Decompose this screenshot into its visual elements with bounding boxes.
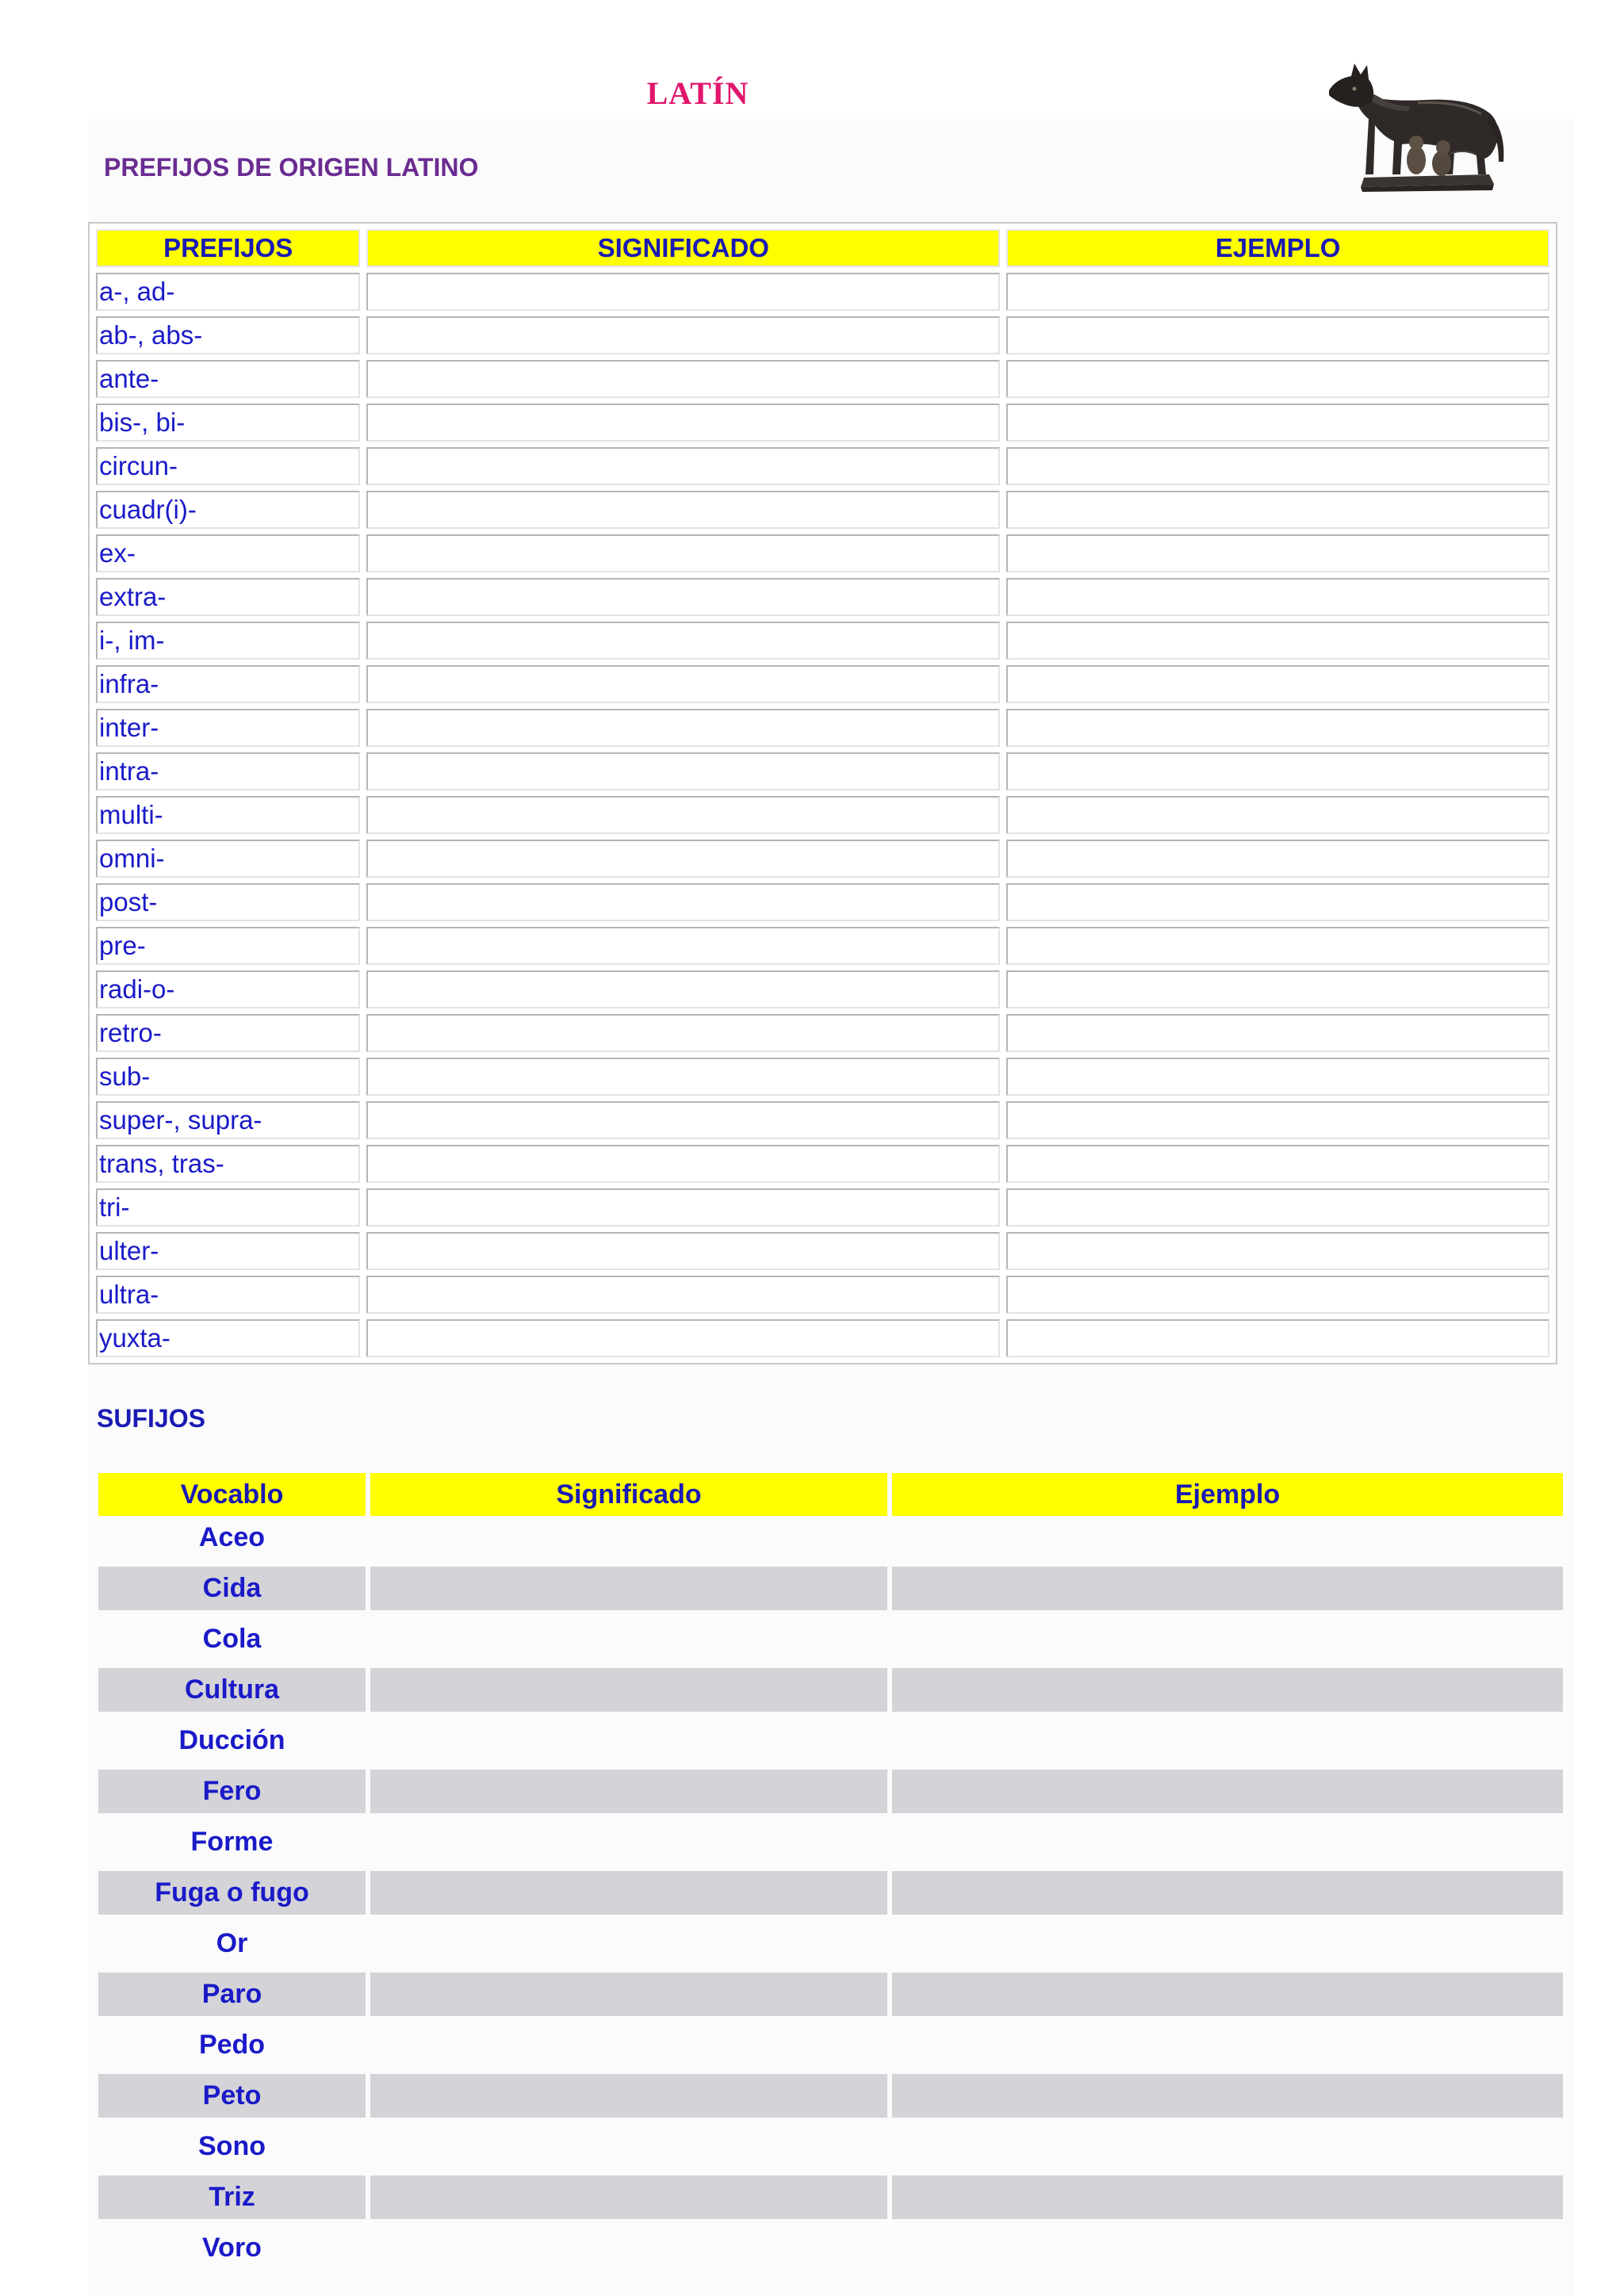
table-row (98, 1719, 1563, 1762)
suffix-meaning-cell[interactable] (370, 2023, 887, 2067)
table-row (98, 2125, 1563, 2168)
prefix-cell: trans, tras- (96, 1145, 360, 1183)
spacer-cell (98, 1610, 366, 1617)
spacer-cell (892, 1762, 1563, 1770)
example-cell[interactable] (1006, 1101, 1549, 1139)
suffix-meaning-cell[interactable] (370, 1567, 887, 1610)
table-row (96, 1101, 1549, 1139)
suffix-example-cell[interactable] (892, 2074, 1563, 2118)
meaning-cell[interactable] (366, 840, 1000, 878)
suffix-example-cell[interactable] (892, 1973, 1563, 2016)
row-spacer (98, 1965, 1563, 1973)
prefix-cell: extra- (96, 578, 360, 616)
suffix-meaning-cell[interactable] (370, 1668, 887, 1712)
meaning-cell[interactable] (366, 709, 1000, 747)
spacer-cell (98, 2168, 366, 2175)
row-spacer (98, 1712, 1563, 1719)
page-title: LATÍN (646, 75, 749, 111)
column-header-prefijos: PREFIJOS (96, 229, 360, 267)
meaning-cell[interactable] (366, 1188, 1000, 1226)
section-title-prefixes: PREFIJOS DE ORIGEN LATINO (104, 153, 479, 182)
table-row (96, 1145, 1549, 1183)
prefix-cell: ultra- (96, 1276, 360, 1314)
meaning-cell[interactable] (366, 273, 1000, 311)
spacer-cell (892, 1661, 1563, 1668)
suffix-meaning-cell[interactable] (370, 1871, 887, 1915)
meaning-cell[interactable] (366, 1319, 1000, 1357)
table-row (98, 2175, 1563, 2219)
prefix-cell: intra- (96, 752, 360, 790)
row-spacer (98, 2219, 1563, 2226)
spacer-cell (98, 1965, 366, 1973)
table-row (96, 665, 1549, 703)
example-cell[interactable] (1006, 273, 1549, 311)
spacer-cell (370, 1661, 887, 1668)
example-cell[interactable] (1006, 1058, 1549, 1096)
spacer-cell (370, 1813, 887, 1820)
table-row (96, 709, 1549, 747)
example-cell[interactable] (1006, 360, 1549, 398)
suffix-cell: Or (216, 1928, 248, 1958)
table-row (96, 1058, 1549, 1096)
prefix-cell: ab-, abs- (96, 316, 360, 354)
example-cell[interactable] (1006, 927, 1549, 965)
prefix-cell: ulter- (96, 1232, 360, 1270)
suffix-example-cell[interactable] (892, 1770, 1563, 1813)
prefix-cell: super-, supra- (96, 1101, 360, 1139)
suffix-meaning-cell[interactable] (370, 1516, 887, 1559)
suffixes-header-row (98, 1473, 1563, 1516)
prefix-cell: cuadr(i)- (96, 491, 360, 529)
suffix-meaning-cell[interactable] (370, 2125, 887, 2168)
spacer-cell (98, 2067, 366, 2074)
spacer-cell (370, 1610, 887, 1617)
row-spacer (98, 1762, 1563, 1770)
table-row (96, 534, 1549, 572)
suffix-meaning-cell[interactable] (370, 1719, 887, 1762)
row-spacer (98, 1864, 1563, 1871)
suffix-meaning-cell[interactable] (370, 2226, 887, 2270)
prefix-cell: circun- (96, 447, 360, 485)
row-spacer (98, 1661, 1563, 1668)
meaning-cell[interactable] (366, 316, 1000, 354)
example-cell[interactable] (1006, 534, 1549, 572)
suffix-example-cell[interactable] (892, 1668, 1563, 1712)
example-cell[interactable] (1006, 1319, 1549, 1357)
suffix-example-cell[interactable] (892, 1719, 1563, 1762)
column-header-ejemplo-suf: Ejemplo (892, 1473, 1563, 1516)
suffix-meaning-cell[interactable] (370, 1820, 887, 1864)
suffix-example-cell[interactable] (892, 2023, 1563, 2067)
column-header-significado: SIGNIFICADO (366, 229, 1000, 267)
spacer-cell (370, 2219, 887, 2226)
suffix-cell: Pedo (198, 2030, 266, 2060)
suffix-meaning-cell[interactable] (370, 2074, 887, 2118)
spacer-cell (892, 2168, 1563, 2175)
prefix-cell: a-, ad- (96, 273, 360, 311)
table-row (98, 1516, 1563, 1559)
column-header-vocablo: Vocablo (98, 1473, 366, 1516)
capitoline-wolf-icon (1323, 59, 1513, 193)
prefix-cell: radi-o- (96, 970, 360, 1008)
meaning-cell[interactable] (366, 622, 1000, 660)
spacer-cell (98, 1813, 366, 1820)
spacer-cell (892, 2118, 1563, 2125)
example-cell[interactable] (1006, 1145, 1549, 1183)
table-row (96, 622, 1549, 660)
prefix-cell: inter- (96, 709, 360, 747)
suffix-example-cell[interactable] (892, 1871, 1563, 1915)
prefix-cell: ex- (96, 534, 360, 572)
suffix-meaning-cell[interactable] (370, 1617, 887, 1661)
table-row (98, 1922, 1563, 1965)
prefix-cell: tri- (96, 1188, 360, 1226)
spacer-cell (370, 2168, 887, 2175)
meaning-cell[interactable] (366, 1058, 1000, 1096)
example-cell[interactable] (1006, 1014, 1549, 1052)
spacer-cell (98, 1661, 366, 1668)
suffix-meaning-cell[interactable] (370, 1973, 887, 2016)
prefix-cell: bis-, bi- (96, 404, 360, 442)
meaning-cell[interactable] (366, 970, 1000, 1008)
table-row (98, 2023, 1563, 2067)
spacer-cell (892, 2067, 1563, 2074)
example-cell[interactable] (1006, 622, 1549, 660)
meaning-cell[interactable] (366, 665, 1000, 703)
spacer-cell (892, 1965, 1563, 1973)
table-row (96, 1188, 1549, 1226)
suffix-example-cell[interactable] (892, 2226, 1563, 2270)
meaning-cell[interactable] (366, 447, 1000, 485)
example-cell[interactable] (1006, 709, 1549, 747)
table-row (96, 970, 1549, 1008)
spacer-cell (892, 1712, 1563, 1719)
spacer-cell (370, 1915, 887, 1922)
table-row (96, 752, 1549, 790)
meaning-cell[interactable] (366, 534, 1000, 572)
spacer-cell (370, 2016, 887, 2023)
table-row (98, 1567, 1563, 1610)
suffix-cell: Cultura (98, 1668, 366, 1712)
meaning-cell[interactable] (366, 883, 1000, 921)
spacer-cell (370, 1864, 887, 1871)
table-row (96, 927, 1549, 965)
spacer-cell (892, 1610, 1563, 1617)
suffix-cell: Paro (98, 1973, 366, 2016)
suffix-cell: Forme (190, 1827, 274, 1857)
table-row (96, 404, 1549, 442)
table-row (98, 1668, 1563, 1712)
prefix-cell: i-, im- (96, 622, 360, 660)
spacer-cell (98, 1559, 366, 1567)
suffix-example-cell[interactable] (892, 1516, 1563, 1559)
spacer-cell (892, 1559, 1563, 1567)
meaning-cell[interactable] (366, 1145, 1000, 1183)
table-row (96, 1276, 1549, 1314)
table-row (98, 1973, 1563, 2016)
row-spacer (98, 2067, 1563, 2074)
example-cell[interactable] (1006, 796, 1549, 834)
suffix-cell: Fero (98, 1770, 366, 1813)
example-cell[interactable] (1006, 665, 1549, 703)
section-title-suffixes: SUFIJOS (97, 1404, 205, 1433)
suffix-example-cell[interactable] (892, 1820, 1563, 1864)
prefix-cell: omni- (96, 840, 360, 878)
meaning-cell[interactable] (366, 578, 1000, 616)
spacer-cell (98, 1762, 366, 1770)
table-row (96, 578, 1549, 616)
suffix-example-cell[interactable] (892, 1922, 1563, 1965)
meaning-cell[interactable] (366, 796, 1000, 834)
spacer-cell (370, 1965, 887, 1973)
meaning-cell[interactable] (366, 927, 1000, 965)
suffix-example-cell[interactable] (892, 1617, 1563, 1661)
suffix-cell: Fuga o fugo (98, 1871, 366, 1915)
suffix-meaning-cell[interactable] (370, 2175, 887, 2219)
spacer-cell (892, 2219, 1563, 2226)
suffix-cell: Aceo (198, 1522, 266, 1552)
example-cell[interactable] (1006, 1188, 1549, 1226)
table-row (98, 2074, 1563, 2118)
table-row (98, 1617, 1563, 1661)
meaning-cell[interactable] (366, 1101, 1000, 1139)
suffix-example-cell[interactable] (892, 2175, 1563, 2219)
spacer-cell (892, 1915, 1563, 1922)
spacer-cell (98, 1712, 366, 1719)
prefix-cell: ante- (96, 360, 360, 398)
example-cell[interactable] (1006, 840, 1549, 878)
spacer-cell (370, 2118, 887, 2125)
spacer-cell (370, 1559, 887, 1567)
suffix-meaning-cell[interactable] (370, 1770, 887, 1813)
meaning-cell[interactable] (366, 404, 1000, 442)
spacer-cell (98, 1915, 366, 1922)
table-row (96, 447, 1549, 485)
suffix-cell: Cida (98, 1567, 366, 1610)
column-header-significado-suf: Significado (370, 1473, 887, 1516)
spacer-cell (98, 2016, 366, 2023)
prefix-cell: sub- (96, 1058, 360, 1096)
row-spacer (98, 2016, 1563, 2023)
suffix-cell: Ducción (178, 1725, 285, 1755)
prefix-cell: multi- (96, 796, 360, 834)
spacer-cell (370, 1762, 887, 1770)
row-spacer (98, 1813, 1563, 1820)
table-row (96, 1319, 1549, 1357)
spacer-cell (98, 1864, 366, 1871)
suffixes-table (94, 1473, 1568, 2270)
prefix-cell: yuxta- (96, 1319, 360, 1357)
spacer-cell (892, 2016, 1563, 2023)
spacer-cell (98, 2118, 366, 2125)
example-cell[interactable] (1006, 578, 1549, 616)
table-row (96, 360, 1549, 398)
table-row (98, 2226, 1563, 2270)
row-spacer (98, 1610, 1563, 1617)
prefixes-header-row (96, 229, 1549, 267)
spacer-cell (892, 1864, 1563, 1871)
example-cell[interactable] (1006, 970, 1549, 1008)
suffix-meaning-cell[interactable] (370, 1922, 887, 1965)
suffix-cell: Voro (202, 2233, 262, 2263)
meaning-cell[interactable] (366, 1276, 1000, 1314)
example-cell[interactable] (1006, 316, 1549, 354)
spacer-cell (98, 2219, 366, 2226)
suffix-example-cell[interactable] (892, 2125, 1563, 2168)
example-cell[interactable] (1006, 1232, 1549, 1270)
table-row (96, 1014, 1549, 1052)
suffix-cell: Triz (98, 2175, 366, 2219)
spacer-cell (370, 2067, 887, 2074)
example-cell[interactable] (1006, 491, 1549, 529)
table-row (98, 1820, 1563, 1864)
suffix-cell: Cola (202, 1624, 262, 1654)
table-row (96, 796, 1549, 834)
meaning-cell[interactable] (366, 360, 1000, 398)
example-cell[interactable] (1006, 447, 1549, 485)
prefixes-table (88, 222, 1557, 1364)
spacer-cell (892, 1813, 1563, 1820)
table-row (98, 1871, 1563, 1915)
row-spacer (98, 2118, 1563, 2125)
spacer-cell (370, 1712, 887, 1719)
example-cell[interactable] (1006, 1276, 1549, 1314)
suffix-cell: Peto (98, 2074, 366, 2118)
meaning-cell[interactable] (366, 1014, 1000, 1052)
row-spacer (98, 1915, 1563, 1922)
table-row (96, 1232, 1549, 1270)
meaning-cell[interactable] (366, 752, 1000, 790)
example-cell[interactable] (1006, 883, 1549, 921)
prefix-cell: infra- (96, 665, 360, 703)
row-spacer (98, 2168, 1563, 2175)
table-row (98, 1770, 1563, 1813)
table-row (96, 883, 1549, 921)
prefix-cell: pre- (96, 927, 360, 965)
table-row (96, 316, 1549, 354)
row-spacer (98, 1559, 1563, 1567)
table-row (96, 840, 1549, 878)
meaning-cell[interactable] (366, 491, 1000, 529)
table-row (96, 491, 1549, 529)
table-row (96, 273, 1549, 311)
column-header-ejemplo: EJEMPLO (1006, 229, 1549, 267)
prefix-cell: retro- (96, 1014, 360, 1052)
example-cell[interactable] (1006, 752, 1549, 790)
example-cell[interactable] (1006, 404, 1549, 442)
meaning-cell[interactable] (366, 1232, 1000, 1270)
suffix-cell: Sono (198, 2131, 266, 2161)
suffix-example-cell[interactable] (892, 1567, 1563, 1610)
prefix-cell: post- (96, 883, 360, 921)
